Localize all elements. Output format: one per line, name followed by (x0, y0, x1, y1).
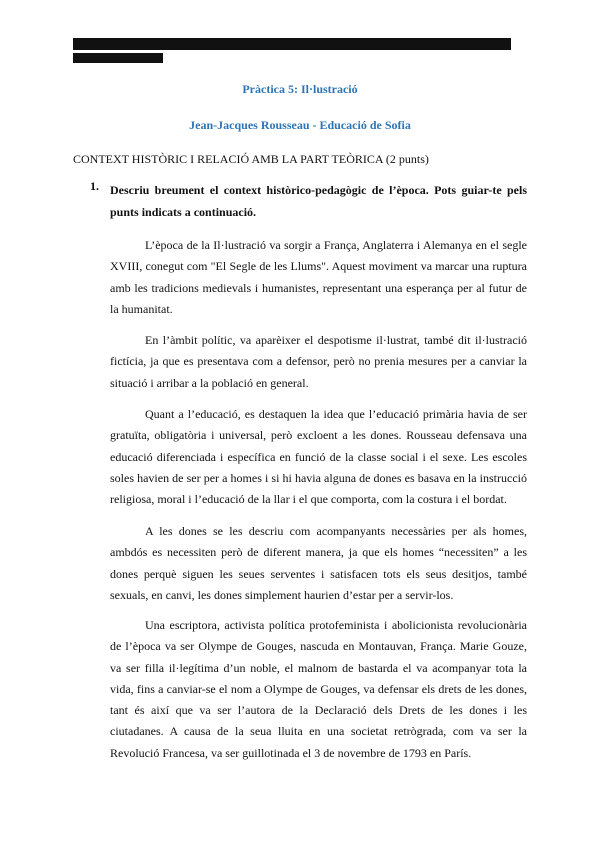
question-text: Descriu breument el context històrico-pedagògic de l’època. Pots guiar-te pels punts indicats a continuació. (110, 183, 527, 219)
redacted-name-bar (73, 53, 163, 63)
paragraph: Quant a l’educació, es destaquen la idea que l’educació primària havia de ser gratuïta, obligatòria i universal, però excloent a les dones. Rousseau defensava una educació diferenciada i específica en funció de la classe social i el sexe. Les escoles soles havien de ser per a homes i si hi havia alguna de dones es basava en la instrucció religiosa, moral i l’educació de la llar i el que comporta, com la costura i el bordat. (110, 407, 527, 507)
document-subtitle: Jean-Jacques Rousseau - Educació de Sofia (189, 118, 411, 132)
paragraph: A les dones se les descriu com acompanyants necessàries per als homes, ambdós es necessiten però de diferent manera, ja que els homes “necessiten” a les dones perquè siguen les seues serventes i satisfacen tots els seus desitjos, també sexuals, en canvi, les dones simplement haurien d’estar per a servir-los. (110, 524, 527, 602)
question-number: 1. (90, 179, 99, 193)
paragraph: L’època de la Il·lustració va sorgir a França, Anglaterra i Alemanya en el segle XVIII, conegut com "El Segle de les Llums". Aquest moviment va marcar una ruptura amb les tradicions medievals i humanistes, representant una esperança per al futur de la humanitat. (110, 238, 527, 316)
document-title: Pràctica 5: Il·lustració (242, 82, 358, 96)
redacted-name-bar (73, 38, 511, 50)
section-heading: CONTEXT HISTÒRIC I RELACIÓ AMB LA PART TEÒRICA (2 punts) (73, 152, 429, 166)
paragraph: En l’àmbit polític, va aparèixer el despotisme il·lustrat, també dit il·lustració fictícia, ja que es presentava com a defensor, però no prenia mesures per a canviar la situació i arribar a la població en general. (110, 333, 527, 390)
paragraph: Una escriptora, activista política protofeminista i abolicionista revolucionària de l’època va ser Olympe de Gouges, nascuda en Montauvan, França. Marie Gouze, va ser filla il·legítima d’un noble, el malnom de bastarda el va acompanyar tota la vida, fins a canviar-se el nom a Olympe de Gouges, va defensar els drets de les dones, tant és així que va ser l’autora de la Declaració dels Drets de les dones i les ciutadanes. A causa de la seua lluita en una societat retrògrada, com va ser la Revolució Francesa, va ser guillotinada el 3 de novembre de 1793 en París. (110, 618, 527, 760)
